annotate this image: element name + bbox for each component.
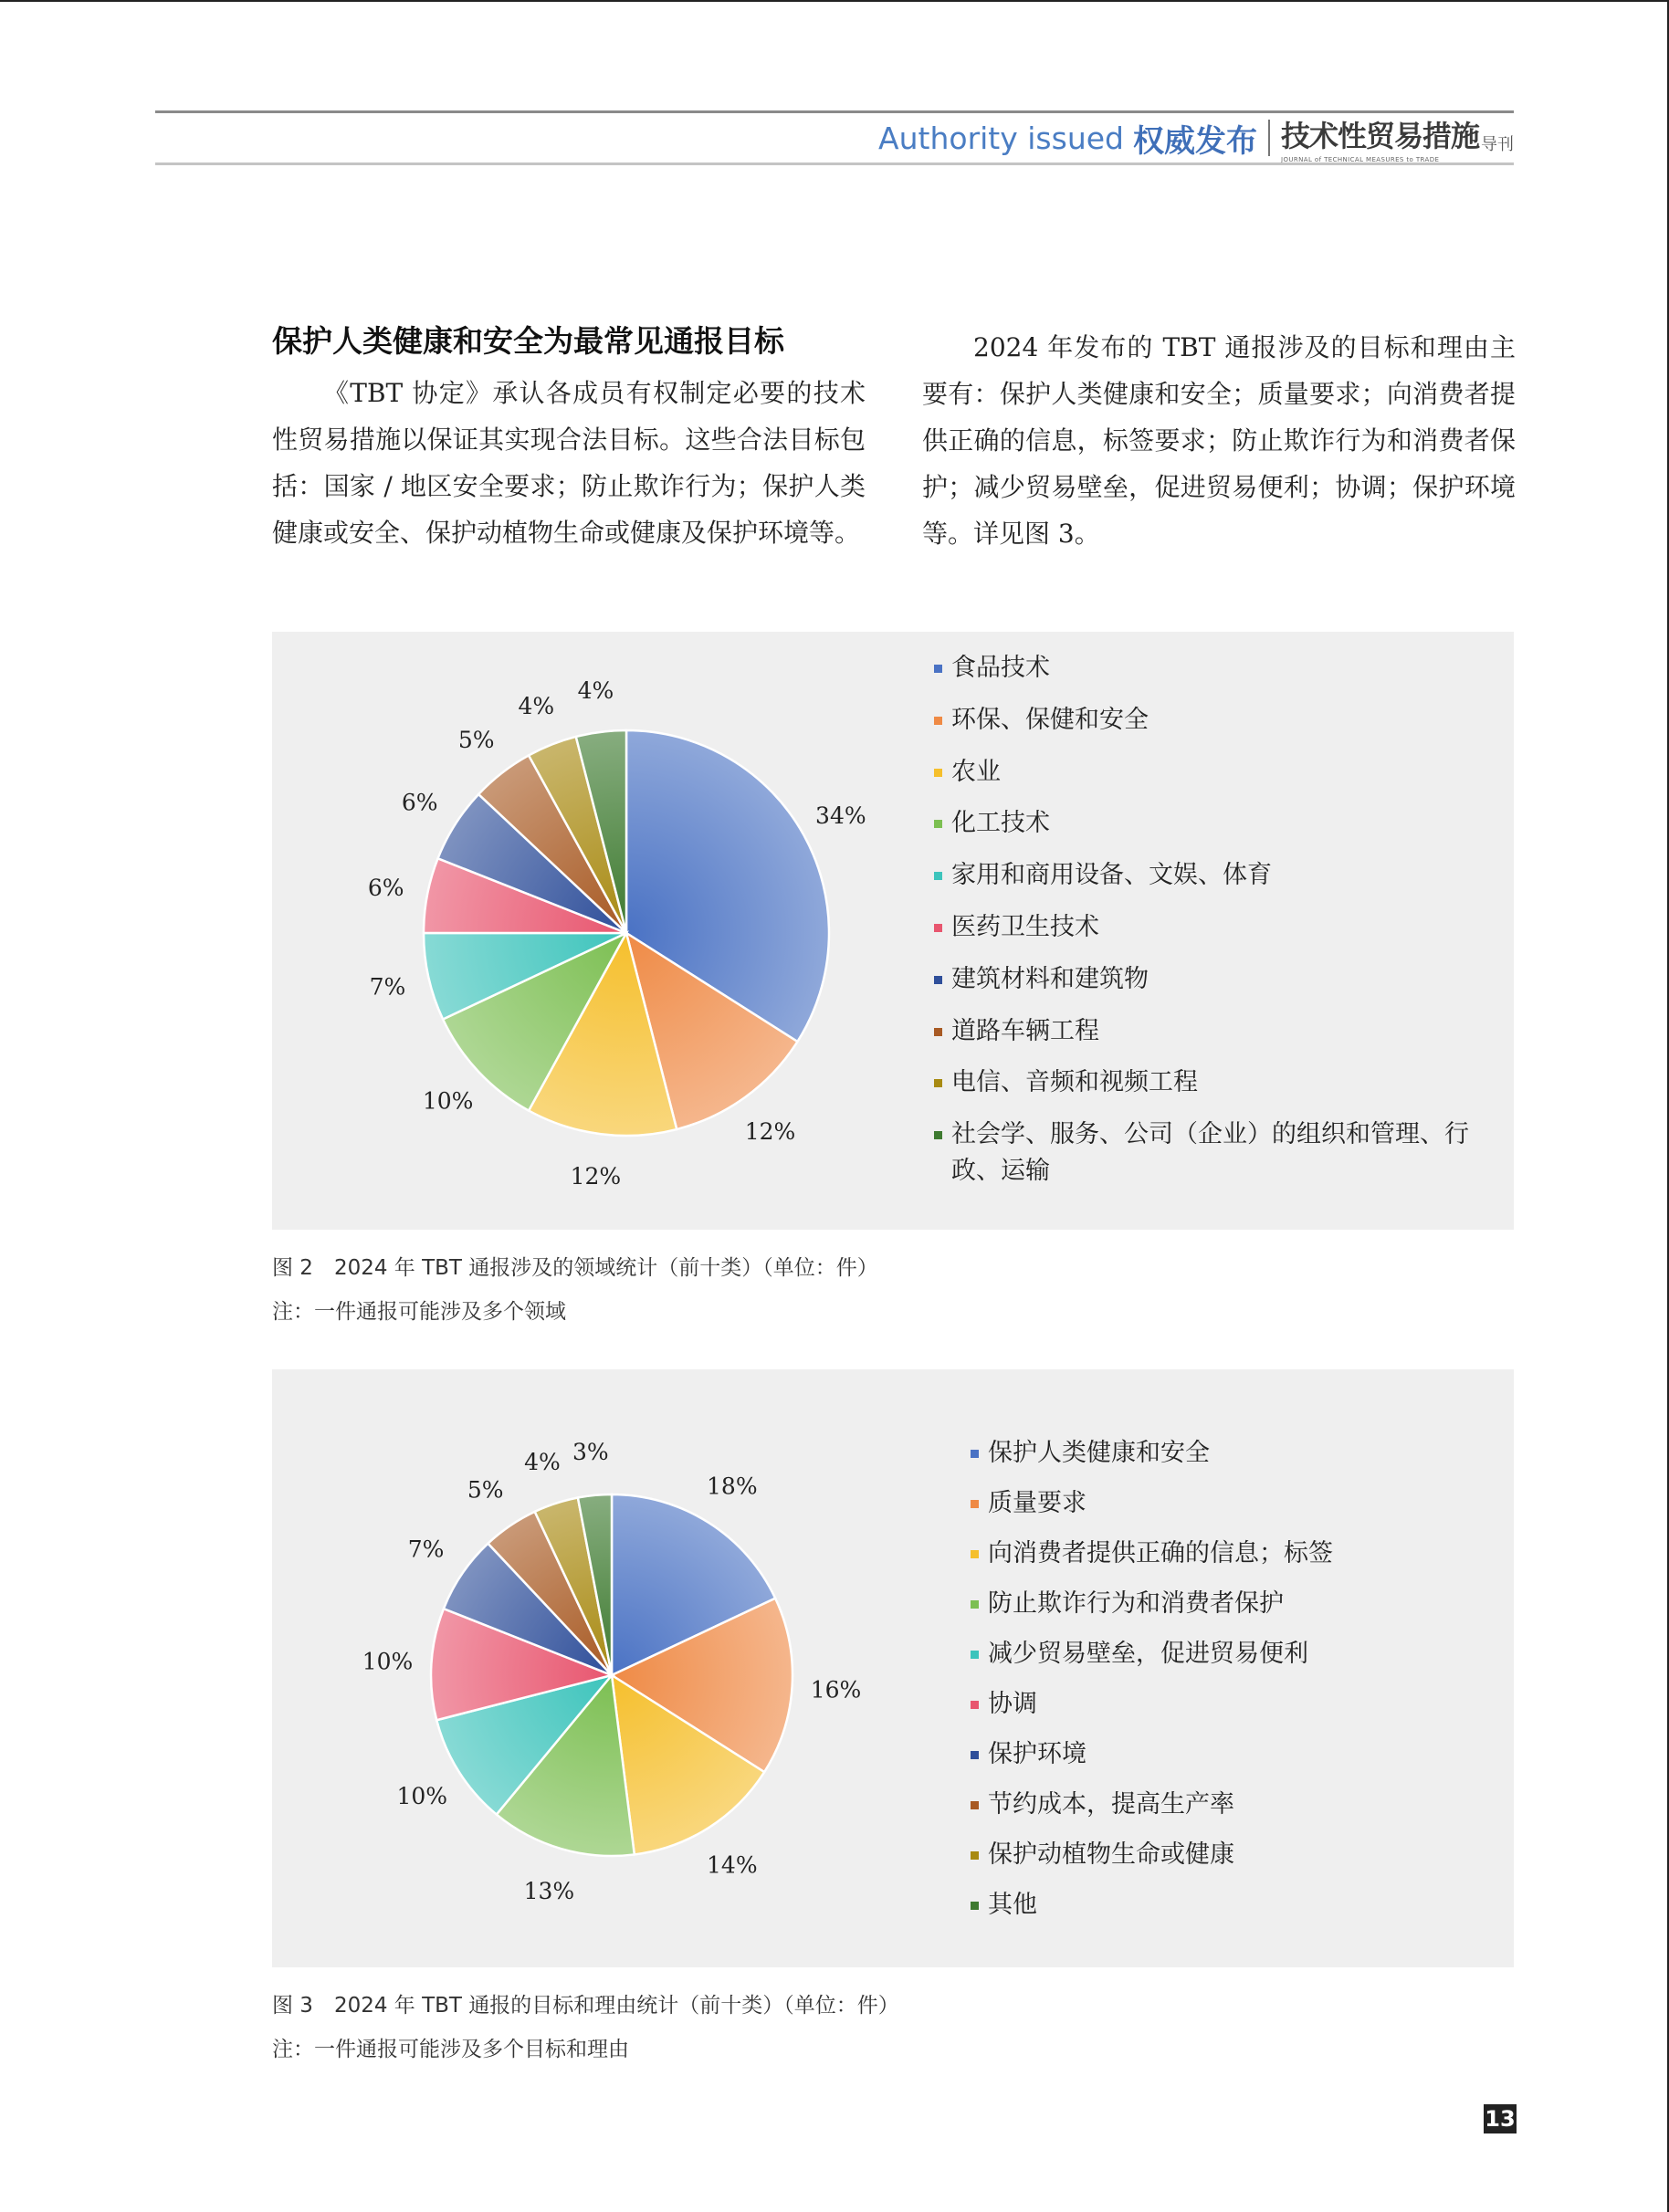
pie-data-label: 4%	[518, 692, 555, 719]
legend-swatch	[971, 1450, 979, 1458]
figure-3-legend	[971, 1435, 1482, 1937]
legend-label: 化工技术	[951, 809, 1050, 838]
pie-data-label: 34%	[815, 802, 866, 829]
legend-swatch	[971, 1801, 979, 1809]
pie-data-label: 7%	[407, 1536, 445, 1563]
pie-data-label: 4%	[524, 1449, 561, 1476]
pie-data-label: 7%	[369, 973, 406, 1001]
pie-data-label: 6%	[401, 789, 438, 816]
legend-swatch	[971, 1701, 979, 1709]
pie-data-label: 10%	[422, 1087, 474, 1115]
legend-label: 保护动植物生命或健康	[988, 1840, 1234, 1869]
legend-swatch	[934, 820, 942, 828]
pie-data-label: 14%	[707, 1851, 758, 1879]
legend-item	[934, 961, 1482, 1014]
pie-data-label: 12%	[570, 1162, 622, 1190]
legend-label: 保护环境	[988, 1740, 1086, 1768]
journal-guide: 导刊	[1481, 134, 1514, 154]
legend-item	[971, 1837, 1482, 1887]
figure-2-note: 注：一件通报可能涉及多个领域	[272, 1300, 566, 1324]
legend-label: 家用和商用设备、文娱、体育	[951, 861, 1272, 890]
figure-3-caption: 图 3 2024 年 TBT 通报的目标和理由统计（前十类）（单位：件）	[272, 1994, 899, 2018]
journal-logo	[1281, 113, 1514, 163]
legend-item	[971, 1636, 1482, 1686]
legend-swatch	[971, 1651, 979, 1659]
legend-label: 减少贸易壁垒，促进贸易便利	[988, 1640, 1308, 1668]
running-header	[878, 117, 1514, 163]
legend-swatch	[934, 717, 942, 725]
legend-item	[934, 702, 1482, 755]
legend-label: 医药卫生技术	[951, 912, 1099, 941]
legend-swatch	[934, 1028, 942, 1036]
pie-data-label: 10%	[396, 1782, 448, 1809]
legend-item	[934, 650, 1482, 703]
legend-label: 建筑材料和建筑物	[951, 964, 1149, 993]
legend-swatch	[971, 1851, 979, 1860]
legend-label: 环保、保健和安全	[951, 705, 1149, 734]
pie-data-label: 6%	[367, 874, 404, 901]
pie-data-label: 12%	[744, 1117, 796, 1145]
legend-item	[934, 754, 1482, 807]
legend-item	[971, 1485, 1482, 1536]
legend-swatch	[934, 872, 942, 880]
header-separator	[1268, 120, 1270, 156]
legend-label: 向消费者提供正确的信息；标签	[988, 1539, 1333, 1567]
figure-3-pie	[272, 1369, 948, 1967]
legend-swatch	[934, 1079, 942, 1087]
figure-2-legend	[934, 650, 1482, 1189]
legend-item	[971, 1586, 1482, 1636]
figure-2-panel	[272, 632, 1514, 1230]
legend-swatch	[934, 976, 942, 984]
legend-swatch	[971, 1600, 979, 1609]
journal-title-cn: 技术性贸易措施	[1280, 118, 1479, 153]
legend-label: 社会学、服务、公司（企业）的组织和管理、行政、运输	[951, 1120, 1469, 1186]
legend-item	[971, 1536, 1482, 1586]
legend-item	[934, 1064, 1482, 1117]
legend-label: 防止欺诈行为和消费者保护	[988, 1589, 1284, 1618]
section-label-cn: 权威发布	[1132, 122, 1257, 160]
legend-label: 道路车辆工程	[951, 1016, 1099, 1045]
legend-item	[971, 1736, 1482, 1787]
legend-label: 食品技术	[951, 654, 1050, 682]
legend-swatch	[971, 1500, 979, 1508]
legend-swatch	[934, 924, 942, 932]
legend-swatch	[934, 1131, 942, 1139]
legend-item	[934, 1013, 1482, 1066]
legend-swatch	[934, 769, 942, 777]
section-label-en: Authority issued	[878, 120, 1124, 156]
legend-item	[971, 1887, 1482, 1937]
journal-title-en: JOURNAL of TECHNICAL MEASURES to TRADE	[1280, 155, 1440, 163]
legend-item	[971, 1435, 1482, 1485]
paragraph-right: 2024 年发布的 TBT 通报涉及的目标和理由主要有：保护人类健康和安全；质量要求；向消费者提供正确的信息，标签要求；防止欺诈行为和消费者保护；减少贸易壁垒，促进贸易便利；协调；保护环境等。详见图 3。	[922, 332, 1516, 549]
page-number: 13	[1485, 2106, 1516, 2132]
legend-item	[934, 805, 1482, 858]
legend-label: 电信、音频和视频工程	[951, 1068, 1198, 1097]
figure-2-caption: 图 2 2024 年 TBT 通报涉及的领域统计（前十类）（单位：件）	[272, 1256, 878, 1280]
legend-item	[971, 1787, 1482, 1837]
pie-data-label: 4%	[577, 677, 614, 705]
pie-data-label: 13%	[523, 1878, 575, 1905]
legend-item	[934, 857, 1482, 910]
legend-swatch	[971, 1751, 979, 1759]
legend-item	[934, 1116, 1482, 1190]
pie-data-label: 3%	[572, 1439, 609, 1466]
legend-swatch	[971, 1550, 979, 1558]
legend-item	[934, 909, 1482, 962]
pie-data-label: 5%	[457, 727, 495, 754]
legend-swatch	[934, 665, 942, 673]
pie-data-label: 5%	[467, 1476, 504, 1504]
figure-3-panel	[272, 1369, 1514, 1967]
legend-swatch	[971, 1902, 979, 1910]
figure-3-note: 注：一件通报可能涉及多个目标和理由	[272, 2038, 629, 2061]
legend-item	[971, 1686, 1482, 1736]
pie-data-label: 16%	[810, 1676, 862, 1704]
header-rule-bottom	[155, 162, 1514, 165]
paragraph-left: 《TBT 协定》承认各成员有权制定必要的技术性贸易措施以保证其实现合法目标。这些合法目标包括：国家 / 地区安全要求；防止欺诈行为；保护人类健康或安全、保护动植物生命或健康及保护环境等。	[272, 378, 866, 548]
legend-label: 质量要求	[988, 1489, 1086, 1517]
legend-label: 其他	[988, 1891, 1037, 1919]
pie-data-label: 18%	[707, 1473, 758, 1500]
section-heading: 保护人类健康和安全为最常见通报目标	[272, 323, 784, 359]
legend-label: 农业	[951, 757, 1001, 786]
legend-label: 节约成本，提高生产率	[988, 1790, 1234, 1819]
page-top-border	[0, 0, 1669, 2]
legend-label: 协调	[988, 1690, 1037, 1718]
legend-label: 保护人类健康和安全	[988, 1439, 1210, 1467]
pie-data-label: 10%	[362, 1648, 414, 1675]
figure-2-pie	[272, 632, 911, 1230]
